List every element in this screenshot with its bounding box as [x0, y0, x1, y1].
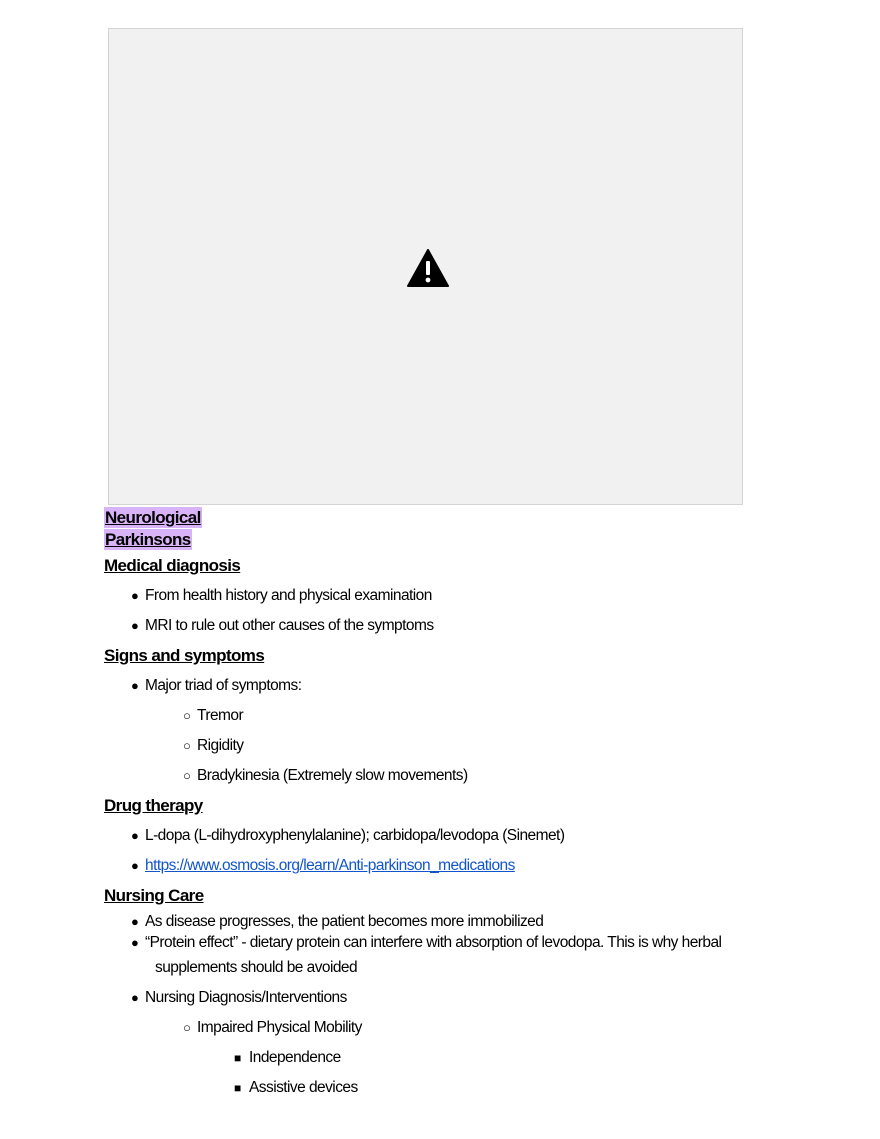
- bullet: ■: [234, 1081, 241, 1095]
- bullet: ●: [131, 935, 139, 950]
- bullet: ○: [183, 738, 191, 753]
- list-item: [104, 983, 784, 1013]
- list-item: [104, 911, 784, 932]
- list-subitem: [104, 701, 784, 731]
- bullet: ■: [234, 1051, 241, 1065]
- list-item: [104, 851, 784, 881]
- osmosis-link[interactable]: https://www.osmosis.org/learn/Anti-parkinson_medications: [145, 857, 515, 874]
- heading-parkinsons: Parkinsons: [105, 530, 191, 549]
- section-title-medical-diagnosis: Medical diagnosis: [104, 556, 241, 575]
- list-item-continuation: supplements should be avoided: [155, 959, 358, 976]
- bullet: ●: [131, 990, 139, 1005]
- list-item: [104, 671, 784, 701]
- list-subitem: [104, 761, 784, 791]
- document-body: [104, 507, 784, 1103]
- bullet: ○: [183, 1020, 191, 1035]
- list-item: [104, 821, 784, 851]
- list-item-text: MRI to rule out other causes of the symptoms: [145, 617, 434, 634]
- list-item-text: Impaired Physical Mobility: [197, 1019, 362, 1036]
- bullet: ●: [131, 618, 139, 633]
- broken-image-placeholder: [108, 28, 743, 505]
- section-title-nursing-care: Nursing Care: [104, 886, 204, 905]
- bullet: ●: [131, 914, 139, 929]
- list-subsubitem: [104, 1073, 784, 1103]
- bullet: ●: [131, 588, 139, 603]
- list-item-text: Bradykinesia (Extremely slow movements): [197, 767, 468, 784]
- list-item-text: “Protein effect” - dietary protein can interfere with absorption of levodopa. This is why herbal: [145, 934, 722, 951]
- heading-neurological: Neurological: [105, 508, 201, 527]
- list-subitem: [104, 1013, 784, 1043]
- list-subitem: [104, 731, 784, 761]
- section-title-drug-therapy: Drug therapy: [104, 796, 203, 815]
- list-item: [104, 581, 784, 611]
- list-item-text: As disease progresses, the patient becomes more immobilized: [145, 913, 544, 930]
- bullet: ●: [131, 828, 139, 843]
- bullet: ○: [183, 768, 191, 783]
- list-item-text: From health history and physical examination: [145, 587, 432, 604]
- list-item-text: Assistive devices: [249, 1079, 358, 1096]
- list-item-text: L-dopa (L-dihydroxyphenylalanine); carbidopa/levodopa (Sinemet): [145, 827, 565, 844]
- bullet: ○: [183, 708, 191, 723]
- list-item-text: Rigidity: [197, 737, 244, 754]
- list-item-text: Nursing Diagnosis/Interventions: [145, 989, 347, 1006]
- list-subsubitem: [104, 1043, 784, 1073]
- list-item-text: Tremor: [197, 707, 244, 724]
- list-item-text: Independence: [249, 1049, 341, 1066]
- list-item: [104, 932, 784, 953]
- warning-triangle-icon: [407, 249, 449, 287]
- list-item: [104, 611, 784, 641]
- list-item-text: Major triad of symptoms:: [145, 677, 302, 694]
- bullet: ●: [131, 678, 139, 693]
- bullet: ●: [131, 858, 139, 873]
- section-title-signs-symptoms: Signs and symptoms: [104, 646, 265, 665]
